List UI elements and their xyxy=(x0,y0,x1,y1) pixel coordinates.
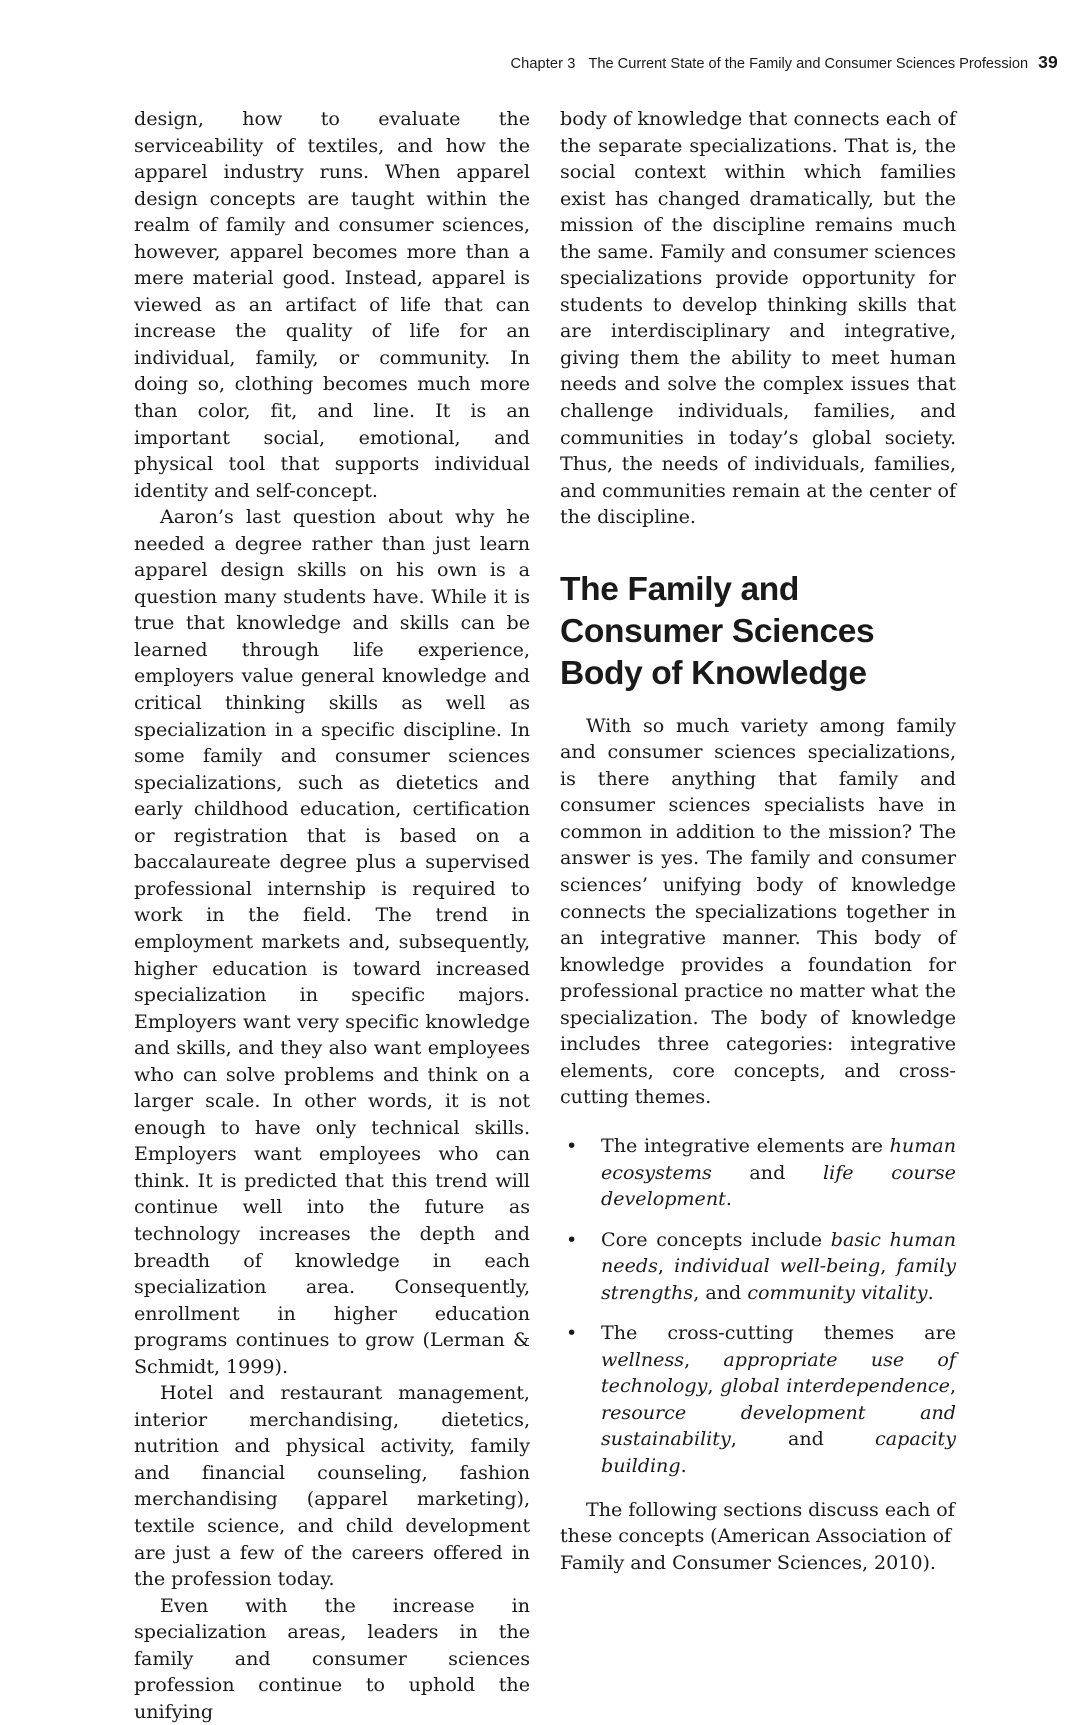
header-chapter-title: The Current State of the Family and Consumer Sciences Profession xyxy=(588,56,1029,72)
bullet-icon: • xyxy=(566,1133,578,1157)
two-column-body xyxy=(134,106,956,1725)
bullet-icon: • xyxy=(566,1227,578,1251)
text-run: , xyxy=(707,1374,721,1398)
text-run: . xyxy=(680,1453,687,1477)
emphasized-term: appropriate use of technology xyxy=(601,1347,956,1398)
text-run: , and xyxy=(730,1427,876,1451)
list-item xyxy=(560,1133,956,1213)
text-run: , xyxy=(949,1374,957,1398)
list-item-text xyxy=(601,1134,956,1210)
emphasized-term: life course development xyxy=(601,1160,956,1211)
list-item-text xyxy=(601,1228,956,1304)
list-item xyxy=(560,1320,956,1479)
list-spacer-bottom xyxy=(560,1480,956,1497)
list-spacer-top xyxy=(560,1111,956,1119)
text-run: The integrative elements are xyxy=(601,1133,890,1157)
text-run: . xyxy=(927,1280,934,1304)
emphasized-term: human ecosystems xyxy=(601,1133,956,1184)
bullet-icon: • xyxy=(566,1321,578,1345)
heading-spacer-bottom xyxy=(560,695,956,713)
list-item-text xyxy=(601,1321,956,1477)
right-column xyxy=(560,106,956,1725)
text-run: , xyxy=(657,1254,675,1278)
page-number: 39 xyxy=(1038,52,1058,72)
running-header xyxy=(130,52,1058,74)
text-run: Core concepts include xyxy=(601,1227,831,1251)
emphasized-term: basic human needs xyxy=(601,1227,957,1278)
paragraph: Aaron’s last question about why he needed a degree rather than just learn apparel design skills on his own is a question many students have. While it is true that knowledge and skills can be learned through life experience, employers value general knowledge and critical thinking skills as well as specialization in a specific discipline. In some family and consumer sciences specializations, such as dietetics and early childhood education, certification or registration that is based on a baccalaureate degree plus a supervised professional internship is required to work in the field. The trend in employment markets and, subsequently, higher education is toward increased specialization in specific majors. Employers want very specific knowledge and skills, and they also want employees who can solve problems and think on a larger scale. In other words, it is not enough to have only technical skills. Employers want employees who can think. It is predicted that this trend will continue well into the future as technology increases the depth and breadth of knowledge in each specialization area. Consequently, enrollment in higher education programs continues to grow (Lerman & Schmidt, 1999). xyxy=(134,505,530,1378)
left-column xyxy=(134,106,530,1725)
text-run: , xyxy=(684,1347,724,1371)
text-run: , xyxy=(880,1254,897,1278)
emphasized-term: capacity building xyxy=(601,1427,956,1477)
text-run: and xyxy=(711,1160,824,1184)
bullet-list xyxy=(560,1133,956,1480)
paragraph: The following sections discuss each of these concepts (American Association of Family and Consumer Sciences, 2010). xyxy=(560,1497,955,1574)
text-run: , and xyxy=(693,1280,748,1304)
emphasized-term: resource development and sustainability xyxy=(601,1400,956,1451)
header-chapter-label: Chapter 3 xyxy=(510,56,576,72)
emphasized-term: family strengths xyxy=(601,1254,957,1304)
emphasized-term: global interdependence xyxy=(720,1374,950,1398)
section-heading: The Family and Consumer Sciences Body of Knowledge xyxy=(560,570,875,692)
text-run: . xyxy=(725,1187,732,1211)
paragraph: Hotel and restaurant management, interior merchandising, dietetics, nutrition and physical activity, family and financial counseling, fashion merchandising (apparel marketing), textile science, and child development are just a few of the careers offered in the profession today. xyxy=(134,1381,530,1591)
text-run: The cross-cutting themes are xyxy=(601,1321,956,1345)
emphasized-term: wellness xyxy=(601,1347,685,1371)
emphasized-term: community vitality xyxy=(747,1280,928,1304)
emphasized-term: individual well-being xyxy=(674,1254,881,1278)
paragraph: Even with the increase in specialization areas, leaders in the family and consumer sciences profession continue to uphold the unifying xyxy=(134,1593,530,1723)
paragraph: With so much variety among family and consumer sciences specializations, is there anything that family and consumer sciences specialists have in common in addition to the mission? The answer is yes. The family and consumer sciences’ unifying body of knowledge connects the specializations together in an integrative manner. This body of knowledge provides a foundation for professional practice no matter what the specialization. The body of knowledge includes three categories: integrative elements, core concepts, and cross-cutting themes. xyxy=(560,713,956,1109)
paragraph: body of knowledge that connects each of the separate specializations. That is, the social context within which families exist has changed dramatically, but the mission of the discipline remains much the same. Family and consumer sciences specializations provide opportunity for students to develop thinking skills that are interdisciplinary and integrative, giving them the ability to meet human needs and solve the complex issues that challenge individuals, families, and communities in today’s global society. Thus, the needs of individuals, families, and communities remain at the center of the discipline. xyxy=(560,107,956,529)
heading-spacer-top xyxy=(560,531,956,569)
list-item xyxy=(560,1227,956,1307)
paragraph: design, how to evaluate the serviceability of textiles, and how the apparel industry runs. When apparel design concepts are taught within the realm of family and consumer sciences, however, apparel becomes more than a mere material good. Instead, apparel is viewed as an artifact of life that can increase the quality of life for an individual, family, or community. In doing so, clothing becomes much more than color, fit, and line. It is an important social, emotional, and physical tool that supports individual identity and self-concept. xyxy=(134,107,530,502)
